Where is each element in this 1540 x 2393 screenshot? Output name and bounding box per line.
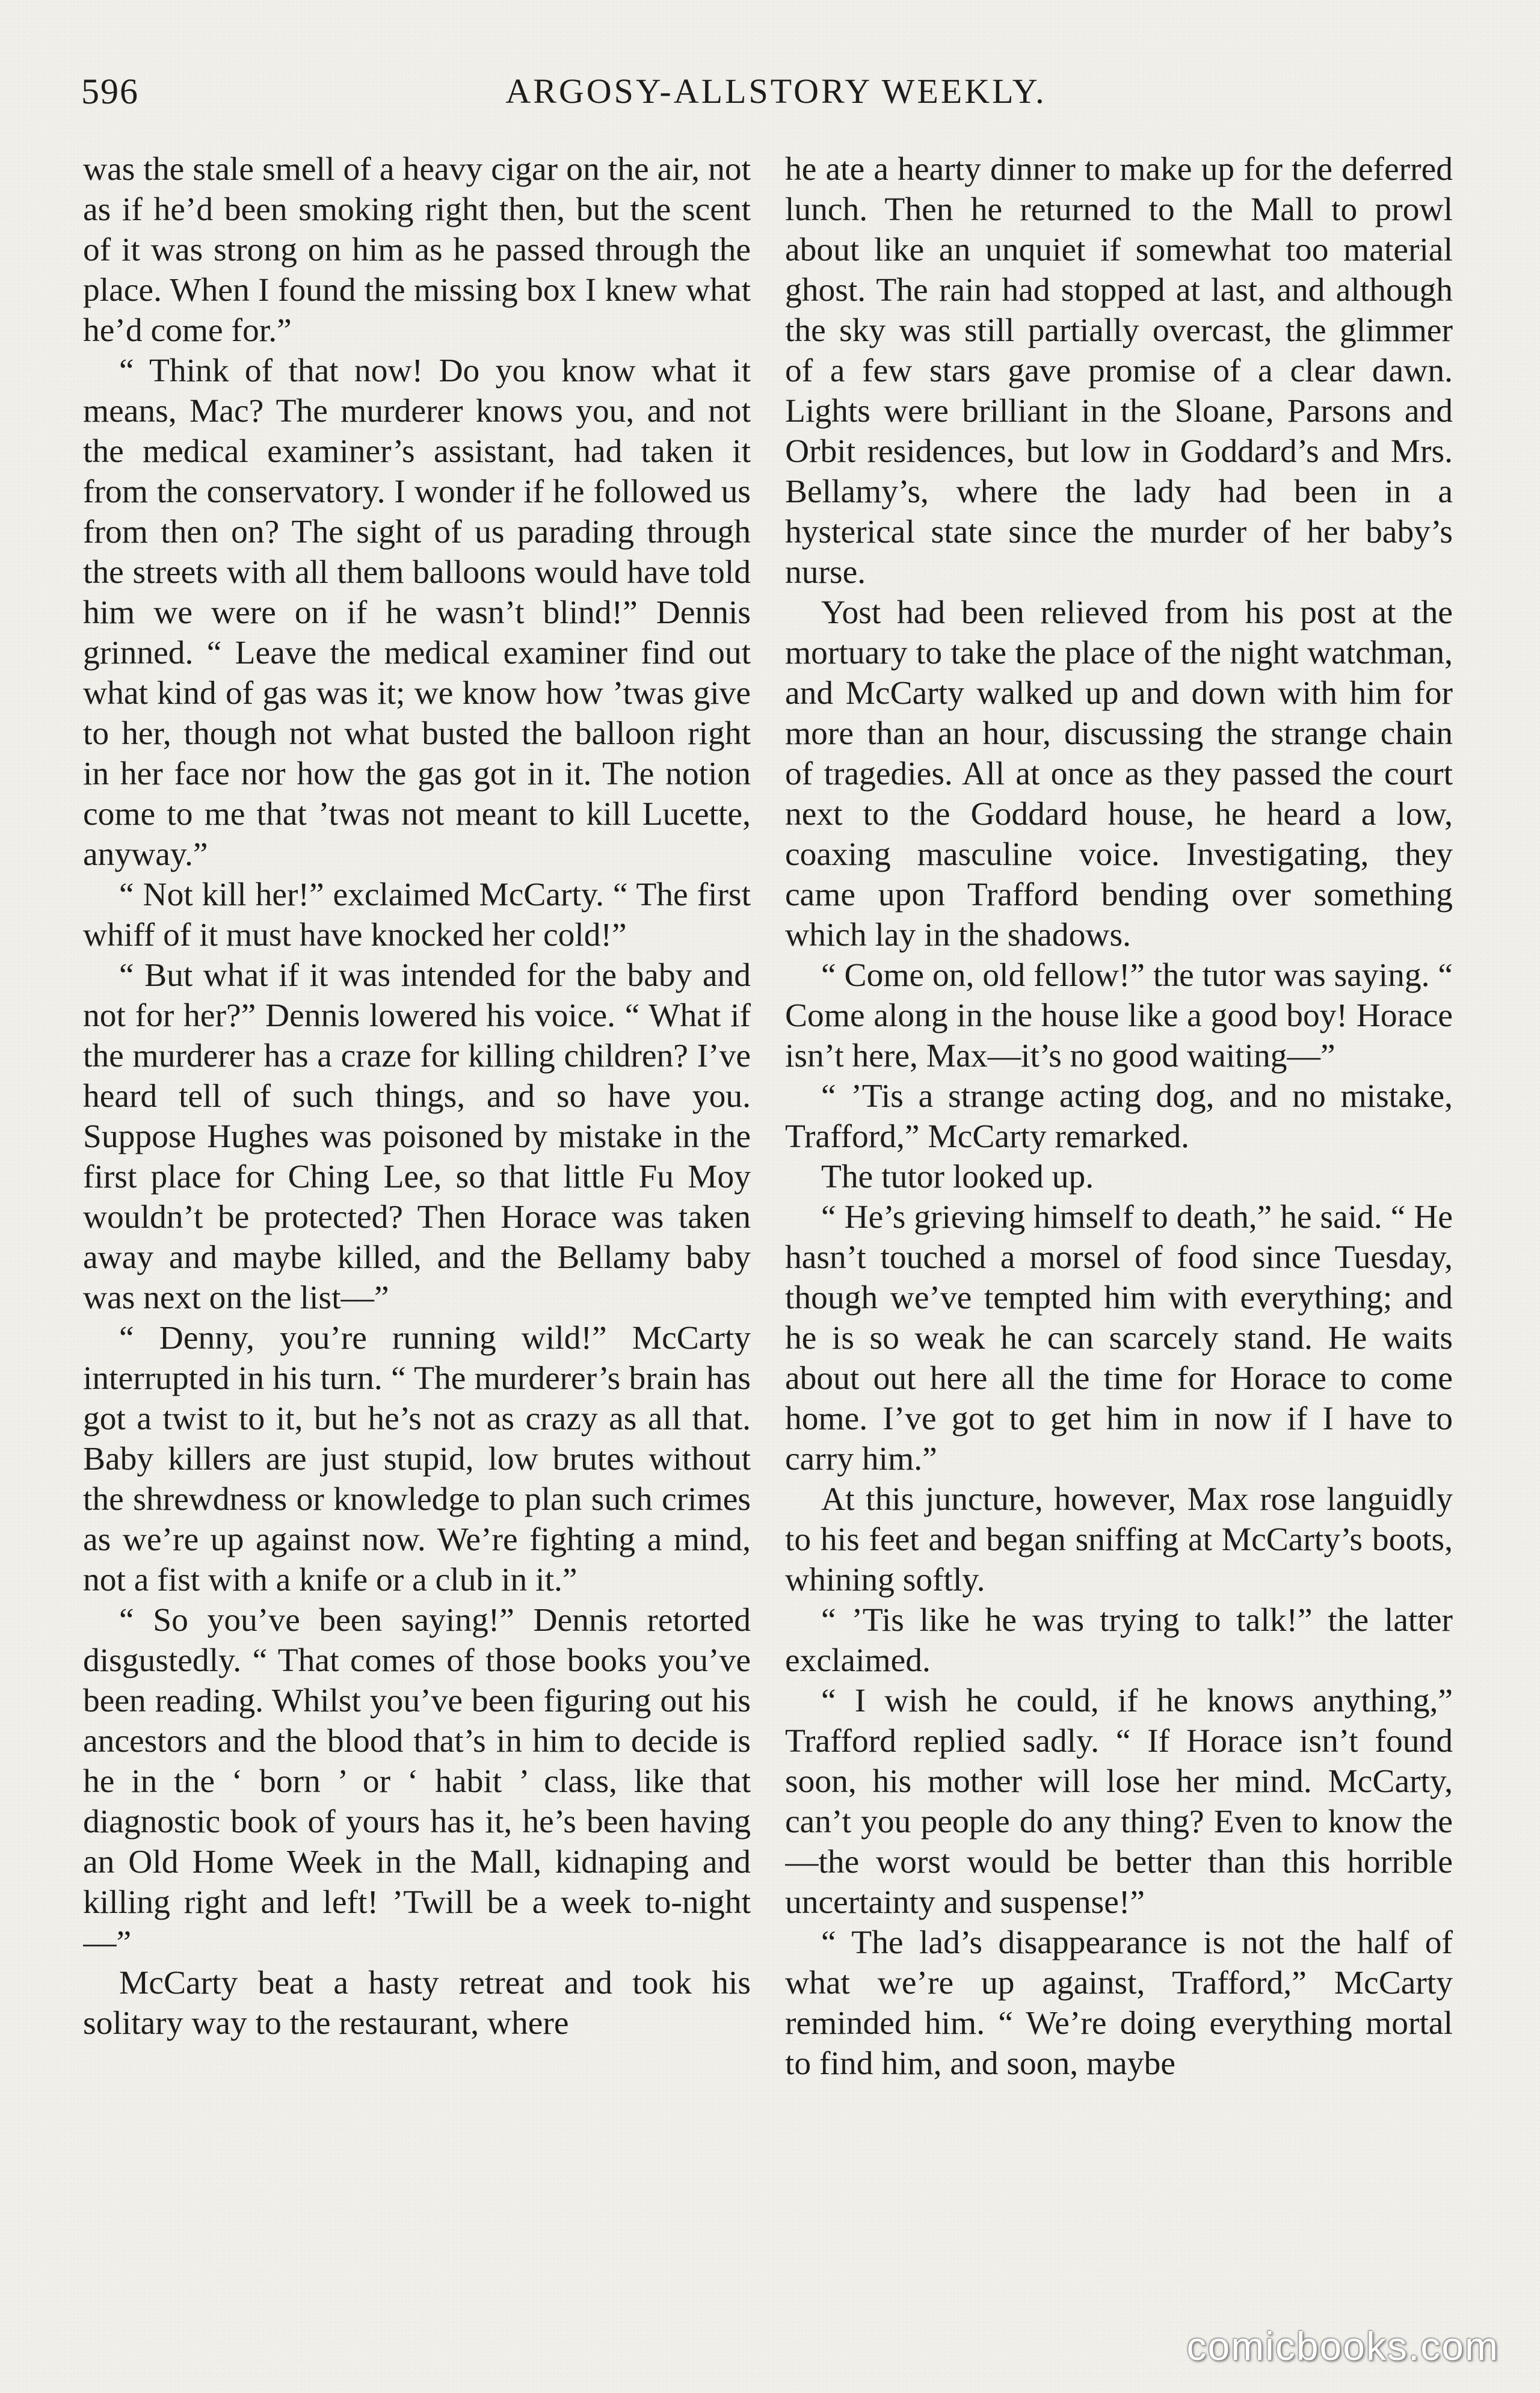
paragraph: “ Come on, old fellow!” the tutor was saying. “ Come along in the house like a good boy! Horace isn’t here, Max—it’s no good waiting—” [785,957,1453,1074]
paragraph: “ I wish he could, if he knows anything,” Trafford replied sadly. “ If Horace isn’t found soon, his mother will lose her mind. McCarty, can’t you people do any thing? Even to know the—the worst would be better than this horrible uncertainty and suspense!” [785,1683,1453,1921]
paragraph: At this juncture, however, Max rose languidly to his feet and began sniffing at McCarty’s boots, whining softly. [785,1481,1453,1598]
paragraph: he ate a hearty dinner to make up for the deferred lunch. Then he returned to the Mall to prowl about like an unquiet if somewhat too material ghost. The rain had stopped at last, and although the sky was still partially overcast, the glimmer of a few stars gave promise of a clear dawn. Lights were brilliant in the Sloane, Parsons and Orbit residences, but low in Goddard’s and Mrs. Bellamy’s, where the lady had been in a hysterical state since the murder of her baby’s nurse. [785,151,1453,591]
paragraph: “ Denny, you’re running wild!” McCarty interrupted in his turn. “ The murderer’s brain has got a twist to it, but he’s not as crazy as all that. Baby killers are just stupid, low brutes without the shrewdness or knowledge to plan such crimes as we’re up against now. We’re fighting a mind, not a fist with a knife or a club in it.” [83,1320,751,1598]
paragraph: “ ’Tis a strange acting dog, and no mistake, Trafford,” McCarty remarked. [785,1078,1453,1155]
paragraph: was the stale smell of a heavy cigar on the air, not as if he’d been smoking right then, but the scent of it was strong on him as he passed through the place. When I found the missing box I knew what he’d come for.” [83,151,751,349]
left-column [83,149,751,2303]
paragraph: “ The lad’s disappearance is not the half of what we’re up against, Trafford,” McCarty reminded him. “ We’re doing everything mortal to find him, and soon, maybe [785,1924,1453,2082]
page-header [81,71,1471,125]
page-number: 596 [81,72,139,111]
paragraph: “ But what if it was intended for the baby and not for her?” Dennis lowered his voice. “ What if the murderer has a craze for killing children? I’ve heard tell of such things, and so have you. Suppose Hughes was poisoned by mistake in the first place for Ching Lee, so that little Fu Moy wouldn’t be protected? Then Horace was taken away and maybe killed, and the Bellamy baby was next on the list—” [83,957,751,1316]
paragraph: Yost had been relieved from his post at the mortuary to take the place of the night watchman, and McCarty walked up and down with him for more than an hour, discussing the strange chain of tragedies. All at once as they passed the court next to the Goddard house, he heard a low, coaxing masculine voice. Investigating, they came upon Trafford bending over something which lay in the shadows. [785,594,1453,953]
right-column [785,149,1453,2303]
watermark: comicbooks.com [1186,2324,1499,2368]
paragraph: The tutor looked up. [821,1159,1094,1195]
paragraph: “ So you’ve been saying!” Dennis retorted disgustedly. “ That comes of those books you’ve been reading. Whilst you’ve been figuring out his ancestors and the blood that’s in him to decide is he in the ‘ born ’ or ‘ habit ’ class, like that diagnostic book of yours has it, he’s been having an Old Home Week in the Mall, kidnaping and killing right and left! ’Twill be a week to-night—” [83,1602,751,1961]
paragraph: “ Think of that now! Do you know what it means, Mac? The murderer knows you, and not the medical examiner’s assistant, had taken it from the conservatory. I wonder if he followed us from then on? The sight of us parading through the streets with all them balloons would have told him we were on if he wasn’t blind!” Dennis grinned. “ Leave the medical examiner find out what kind of gas was it; we know how ’twas give to her, though not what busted the balloon right in her face nor how the gas got in it. The notion come to me that ’twas not meant to kill Lucette, anyway.” [83,353,751,873]
paragraph: “ Not kill her!” exclaimed McCarty. “ The first whiff of it must have knocked her cold!” [83,876,751,953]
paragraph: McCarty beat a hasty retreat and took his solitary way to the restaurant, where [83,1965,751,2042]
running-head: ARGOSY-ALLSTORY WEEKLY. [505,72,1047,111]
paragraph: “ He’s grieving himself to death,” he said. “ He hasn’t touched a morsel of food since Tuesday, though we’ve tempted him with everything; and he is so weak he can scarcely stand. He waits about out here all the time for Horace to come home. I’ve got to get him in now if I have to carry him.” [785,1199,1453,1477]
paragraph: “ ’Tis like he was trying to talk!” the latter exclaimed. [785,1602,1453,1679]
